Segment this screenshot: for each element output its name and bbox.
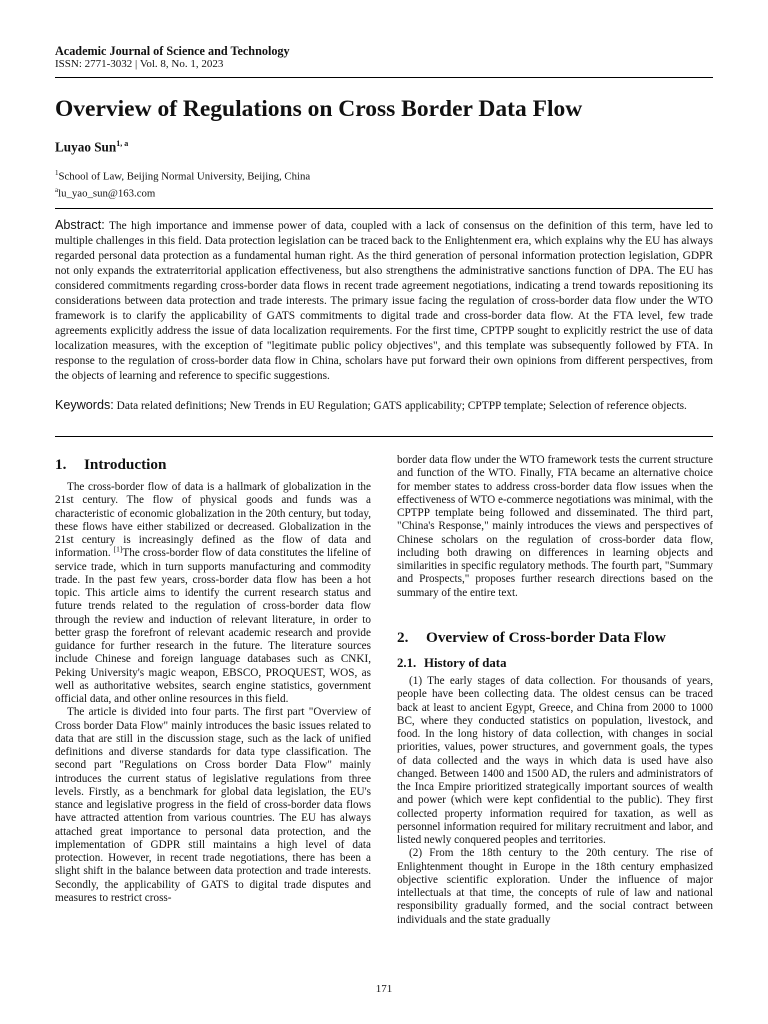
abstract-text: The high importance and immense power of data, coupled with a lack of consensus on the definition of this term, have led to multiple challenges in this field. Data protection legislation can be traced back to the Enlightenment era, which explains why the EU has always regarded personal data protection as a fundamental human right. As the third generation of personal information protection legislation, GDPR not only expands the extraterritorial application effectiveness, but also strengthens the administrative sanctions function of DPA. The EU has considered commitments regarding cross-border data flows in recent trade agreement negotiations, indicating a trend towards repositioning its considerations between data protection and trade interests. The primary issue facing the regulation of cross-border data flow under the WTO framework is to clarify the applicability of GATS commitments to digital trade and cross-border data flow. At the FTA level, few trade agreements explicitly address the issue of data localization requirements. For the first time, CPTPP sought to explicitly restrict the use of data localization measures, with the exception of "legitimate public policy objectives", and this template was subsequently followed by FTA. In response to the regulation of cross-border data flow in China, scholars have put forward their own opinions from different perspectives, from the objects of learning and reference to specific suggestions.: [55, 220, 713, 383]
author-email: [55, 183, 155, 201]
paragraph-continued: border data flow under the WTO framework tests the current structure and function of the WTO. Finally, FTA became an alternative choice for member states to address cross-border data flow issues when the effectiveness of WTO e-commerce negotiations was minimal, with the CPTPP template being followed and disseminated. The third part, "China's Response," mainly introduces the views and perspectives of Chinese scholars on the regulation of cross-border data flow, including both drawing on differences in learning objects and similarities in specific regulatory methods. The fourth part, "Summary and Prospects," proposes further research directions based on the summary of the entire text.: [397, 454, 713, 599]
subsection-number: 2.1.: [397, 656, 417, 670]
paragraph: [55, 481, 371, 706]
paragraph: (2) From the 18th century to the 20th century. The rise of Enlightenment thought in Europe in the 18th century emphasized objective scientific exploration. Under the influence of major intellectuals at that time, the concepts of rule of law and national responsibility gradually formed, and the social contract between individuals and the state gradually: [397, 847, 713, 926]
abstract-label: Abstract:: [55, 218, 105, 232]
journal-name: Academic Journal of Science and Technology: [55, 44, 290, 58]
journal-issn: ISSN: 2771-3032 | Vol. 8, No. 1, 2023: [55, 58, 224, 70]
section-heading-introduction: [55, 456, 166, 474]
author-name: Luyao Sun: [55, 139, 117, 155]
header-rule: [55, 77, 713, 78]
author: [55, 139, 128, 155]
affiliation: [55, 166, 310, 184]
abstract-rule-top: [55, 208, 713, 209]
author-superscript: 1, a: [116, 139, 129, 148]
paper-title: Overview of Regulations on Cross Border Data Flow: [55, 96, 583, 122]
subsection-title: History of data: [424, 656, 507, 670]
right-column-history: [397, 675, 713, 927]
section-number: 2.: [397, 629, 409, 646]
keywords-label: Keywords:: [55, 398, 114, 412]
affiliation-marker: 1: [55, 169, 59, 177]
section-title: Overview of Cross-border Data Flow: [426, 629, 666, 646]
email-text: lu_yao_sun@163.com: [58, 187, 156, 200]
email-marker: a: [55, 186, 59, 194]
section-number: 1.: [55, 456, 67, 473]
right-column: [397, 454, 713, 600]
abstract: [55, 218, 713, 385]
page-number: 171: [375, 983, 393, 995]
keywords-text: Data related definitions; New Trends in EU Regulation; GATS applicability; CPTPP template; Selection of reference objects.: [116, 400, 687, 412]
subsection-heading-history: [397, 655, 506, 671]
affiliation-text: School of Law, Beijing Normal University, Beijing, China: [58, 170, 311, 183]
section-heading-overview: [397, 629, 666, 647]
left-column: [55, 481, 371, 905]
paragraph-text: The cross-border flow of data constitutes the lifeline of service trade, which in turn supports manufacturing and commodity trade. In the past few years, cross-border data flow has been a hot topic. This article aims to identify the current research status and future trends related to the regulation of cross-border data flow through the review and induction of relevant literature, in order to better grasp the forefront of relevant academic research and provide guidance for further research in the future. The literature sources include Chinese and foreign language databases such as CNKI, Peking University's magic weapon, EBSCO, PROQUEST, WOS, as well as authoritative websites, search engine statistics, government official data, and other online resources in this field.: [55, 547, 371, 705]
running-header: [55, 44, 713, 71]
paragraph: (1) The early stages of data collection. For thousands of years, people have been collecting data. The oldest census can be traced back at least to ancient Egypt, Greece, and China from 2000 to 1000 BC, where they conducted statistics on population, livestock, and food. In the long history of data collection, with changes in social priorities, values, power structures, and government goals, the types of data collected and the ways in which data is used have also changed. Between 1400 and 1500 AD, the rulers and administrators of the Inca Empire prioritized strategically important sources of wealth and power (which were kept confidential to the public). They first collected property information required for taxation, as well as personnel information required for military recruitment and labor, and listed newly conquered peoples and territories.: [397, 675, 713, 846]
paragraph: The article is divided into four parts. The first part "Overview of Cross border Data Flow" mainly introduces the basic issues related to data that are still in the discussion stage, such as the lack of unified definitions and diverse standards for data type classification. The second part "Regulations on Cross border Data Flow" mainly introduces the current status of legislative regulations from three levels. Firstly, as a benchmark for global data legislation, the EU's stance and legislative progress in the field of cross-border data flows have attracted attention from various countries. The EU has always attached great importance to personal data protection, and the implementation of GDPR still maintains a high level of data protection. However, in recent trade negotiations, there has been a slight shift in the balance between data protection and trade interests. Secondly, the applicability of GATS to digital trade disputes and measures to restrict cross-: [55, 706, 371, 904]
citation: [1]: [113, 544, 123, 554]
keywords-rule-bottom: [55, 436, 713, 437]
keywords: [55, 398, 713, 414]
paragraph-text: The cross-border flow of data is a hallmark of globalization in the 21st century. The flow of physical goods and funds was a characteristic of economic globalization in the 20th century, but today, these flows have either stabilized or decreased. Globalization in the 21st century is increasingly defined as the flow of data and information.: [55, 481, 371, 560]
section-title: Introduction: [84, 456, 167, 473]
